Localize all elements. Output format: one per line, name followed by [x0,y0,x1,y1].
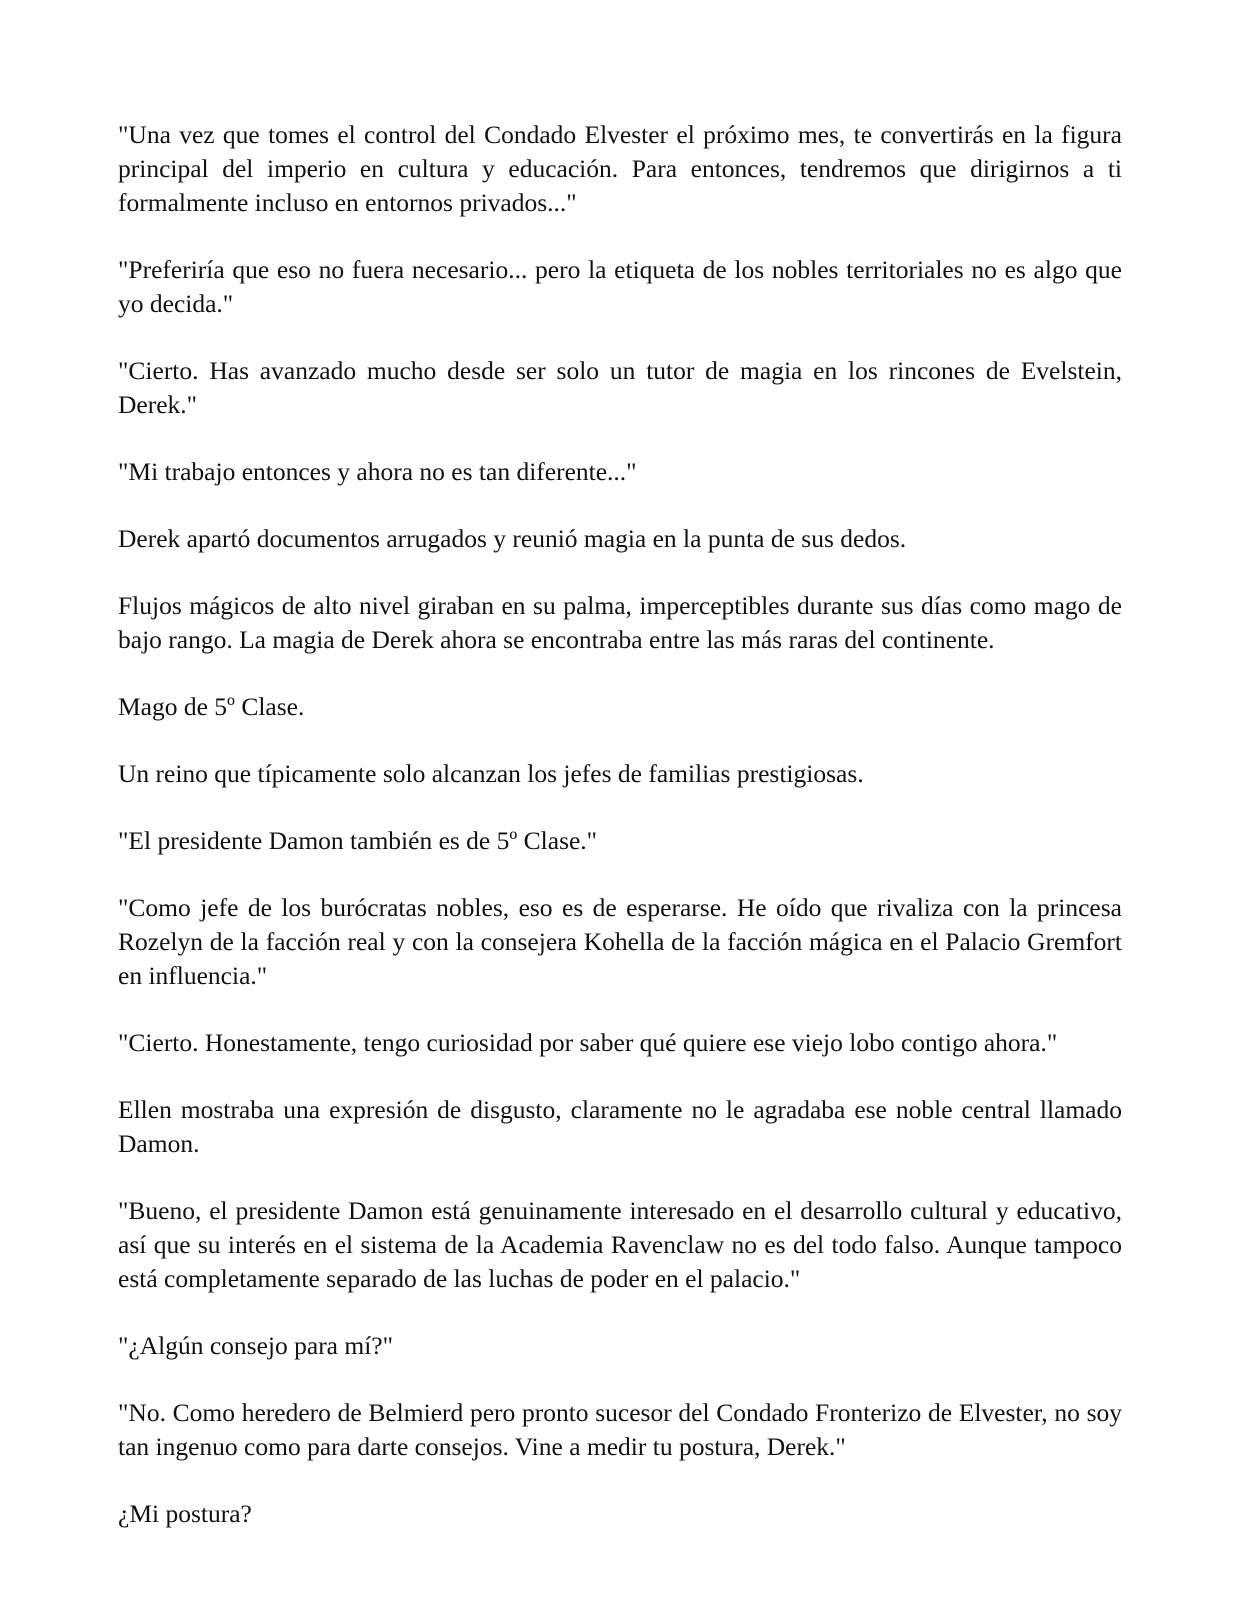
paragraph: Un reino que típicamente solo alcanzan los jefes de familias prestigiosas. [118,759,864,788]
paragraph: "Cierto. Has avanzado mucho desde ser solo un tutor de magia en los rincones de Evelstein, Derek." [118,356,1122,419]
paragraph: Derek apartó documentos arrugados y reunió magia en la punta de sus dedos. [118,524,907,553]
paragraph: Ellen mostraba una expresión de disgusto, claramente no le agradaba ese noble central llamado Damon. [118,1095,1122,1158]
paragraph: Flujos mágicos de alto nivel giraban en su palma, imperceptibles durante sus días como mago de bajo rango. La magia de Derek ahora se encontraba entre las más raras del continente. [118,591,1122,654]
paragraph: Mago de 5º Clase. [118,692,305,721]
paragraph: "Preferiría que eso no fuera necesario... pero la etiqueta de los nobles territoriales no es algo que yo decida." [118,255,1122,318]
paragraph: "¿Algún consejo para mí?" [118,1331,394,1360]
paragraph: "Mi trabajo entonces y ahora no es tan diferente..." [118,457,637,486]
paragraph: "Como jefe de los burócratas nobles, eso es de esperarse. He oído que rivaliza con la princesa Rozelyn de la facción real y con la consejera Kohella de la facción mágica en el Palacio Gremfort en influencia." [118,893,1122,990]
paragraph: "No. Como heredero de Belmierd pero pronto sucesor del Condado Fronterizo de Elvester, no soy tan ingenuo como para darte consejos. Vine a medir tu postura, Derek." [118,1398,1122,1461]
paragraph: "Cierto. Honestamente, tengo curiosidad por saber qué quiere ese viejo lobo contigo ahora." [118,1028,1058,1057]
document-body [118,118,1122,1564]
paragraph: ¿Mi postura? [118,1499,252,1528]
paragraph: "El presidente Damon también es de 5º Clase." [118,826,598,855]
paragraph: "Una vez que tomes el control del Condado Elvester el próximo mes, te convertirás en la figura principal del imperio en cultura y educación. Para entonces, tendremos que dirigirnos a ti formalmente incluso en entornos privados..." [118,120,1122,217]
paragraph: "Bueno, el presidente Damon está genuinamente interesado en el desarrollo cultural y educativo, así que su interés en el sistema de la Academia Ravenclaw no es del todo falso. Aunque tampoco está completamente separado de las luchas de poder en el palacio." [118,1196,1122,1293]
